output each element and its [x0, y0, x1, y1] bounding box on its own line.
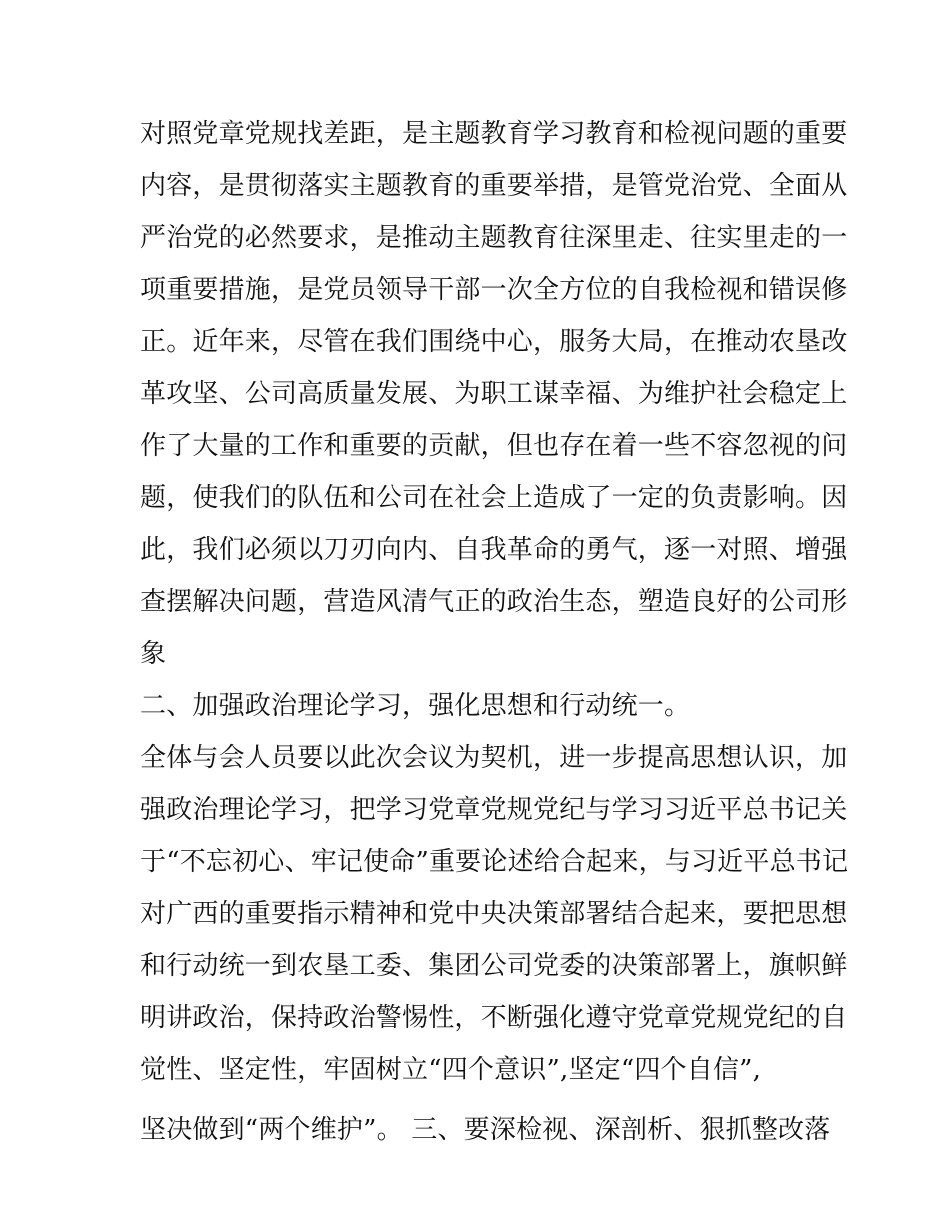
text-line: 象 — [140, 639, 167, 669]
text-line: 对广西的重要指示精神和党中央决策部署结合起来，要把思想 — [140, 899, 848, 929]
text-line: 内容，是贯彻落实主题教育的重要举措，是管党治党、全面从 — [140, 171, 848, 201]
text-line: 查摆解决问题，营造风清气正的政治生态，塑造良好的公司形 — [140, 587, 848, 617]
text-line: 正。近年来，尽管在我们围绕中心，服务大局，在推动农垦改 — [140, 327, 848, 357]
text-line: 坚决做到“两个维护”。 三、要深检视、深剖析、狠抓整改落 — [140, 1115, 831, 1145]
text-line: 觉性、坚定性，牢固树立“四个意识”,坚定“四个自信”, — [140, 1055, 762, 1085]
text-line: 项重要措施，是党员领导干部一次全方位的自我检视和错误修 — [140, 275, 848, 305]
text-line: 作了大量的工作和重要的贡献，但也存在着一些不容忽视的问 — [140, 431, 848, 461]
section-heading: 二、加强政治理论学习，强化思想和行动统一。 — [140, 691, 691, 721]
text-line: 革攻坚、公司高质量发展、为职工谋幸福、为维护社会稳定上 — [140, 379, 848, 409]
text-line: 于“不忘初心、牢记使命”重要论述给合起来，与习近平总书记 — [140, 847, 849, 877]
text-line: 对照党章党规找差距，是主题教育学习教育和检视问题的重要 — [140, 119, 848, 149]
text-line: 题，使我们的队伍和公司在社会上造成了一定的负责影响。因 — [140, 483, 848, 513]
text-line: 严治党的必然要求，是推动主题教育往深里走、往实里走的一 — [140, 223, 848, 253]
text-line: 和行动统一到农垦工委、集团公司党委的决策部署上，旗帜鲜 — [140, 951, 848, 981]
text-line: 全体与会人员要以此次会议为契机，进一步提高思想认识，加 — [140, 743, 848, 773]
text-line: 强政治理论学习，把学习党章党规党纪与学习习近平总书记关 — [140, 795, 848, 825]
document-body — [140, 108, 849, 1156]
text-line: 明讲政治，保持政治警惕性，不断强化遵守党章党规党纪的自 — [140, 1003, 848, 1033]
text-line: 此，我们必须以刀刃向内、自我革命的勇气，逐一对照、增强 — [140, 535, 848, 565]
